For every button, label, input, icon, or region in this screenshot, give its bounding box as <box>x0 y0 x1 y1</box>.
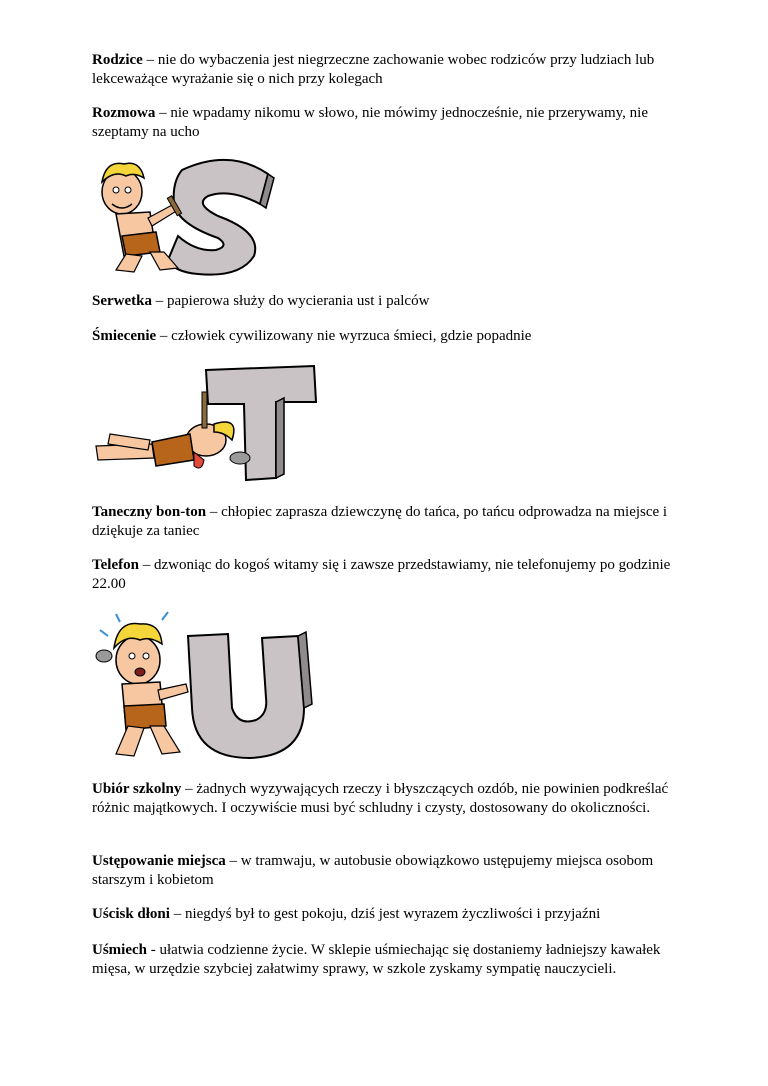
letter-s-illustration <box>90 152 275 276</box>
letter-t-illustration <box>90 362 320 484</box>
entry-term: Ustępowanie miejsca <box>92 853 226 869</box>
entry-ubior-szkolny <box>92 780 692 818</box>
entry-term: Uścisk dłoni <box>92 906 170 922</box>
letter-u-illustration <box>90 608 330 763</box>
stone-letter-s <box>168 160 274 275</box>
entry-term: Rozmowa <box>92 105 156 121</box>
entry-telefon <box>92 556 692 594</box>
entry-text: - ułatwia codzienne życie. W sklepie uśmiechając się dostaniemy ładniejszy kawałek mięsa, w urzędzie szybciej załatwimy sprawy, w szkole zyskamy sympatię nauczycieli. <box>92 942 661 977</box>
entry-uscisk-dloni <box>92 905 692 924</box>
entry-taneczny-bon-ton <box>92 503 692 541</box>
entry-rodzice <box>92 51 692 89</box>
entry-serwetka <box>92 292 692 311</box>
entry-text: – w tramwaju, w autobusie obowiązkowo ustępujemy miejsca osobom starszym i kobietom <box>92 853 654 888</box>
entry-term: Serwetka <box>92 293 152 309</box>
stone-letter-u <box>188 632 312 758</box>
entry-text: – żadnych wyzywających rzeczy i błyszczących ozdób, nie powinien podkreślać różnic majątkowych. I oczywiście musi być schludny i czysty, dostosowany do okoliczności. <box>92 781 669 816</box>
entry-text: – niegdyś był to gest pokoju, dziś jest wyrazem życzliwości i przyjaźni <box>169 906 601 922</box>
entry-text: – nie wpadamy nikomu w słowo, nie mówimy jednocześnie, nie przerywamy, nie szeptamy na ucho <box>92 105 648 140</box>
entry-term: Uśmiech <box>92 942 147 958</box>
entry-text: – dzwoniąc do kogoś witamy się i zawsze przedstawiamy, nie telefonujemy po godzinie 22.00 <box>92 557 671 592</box>
caveman-figure <box>96 612 188 756</box>
entry-rozmowa <box>92 104 692 142</box>
entry-text: – człowiek cywilizowany nie wyrzuca śmieci, gdzie popadnie <box>156 328 532 344</box>
entry-term: Telefon <box>92 557 139 573</box>
entry-term: Taneczny bon-ton <box>92 504 207 520</box>
entry-text: – nie do wybaczenia jest niegrzeczne zachowanie wobec rodziców przy ludziach lub lekceważące wyrażanie się o nich przy kolegach <box>92 52 655 87</box>
entry-term: Śmiecenie <box>92 328 157 344</box>
entry-ustepowanie-miejsca <box>92 852 692 890</box>
entry-usmiech <box>92 941 692 979</box>
entry-term: Ubiór szkolny <box>92 781 182 797</box>
entry-smiecenie <box>92 327 692 346</box>
entry-term: Rodzice <box>92 52 143 68</box>
entry-text: – chłopiec zaprasza dziewczynę do tańca, po tańcu odprowadza na miejsce i dziękuje za taniec <box>92 504 668 539</box>
entry-text: – papierowa służy do wycierania ust i palców <box>152 293 430 309</box>
